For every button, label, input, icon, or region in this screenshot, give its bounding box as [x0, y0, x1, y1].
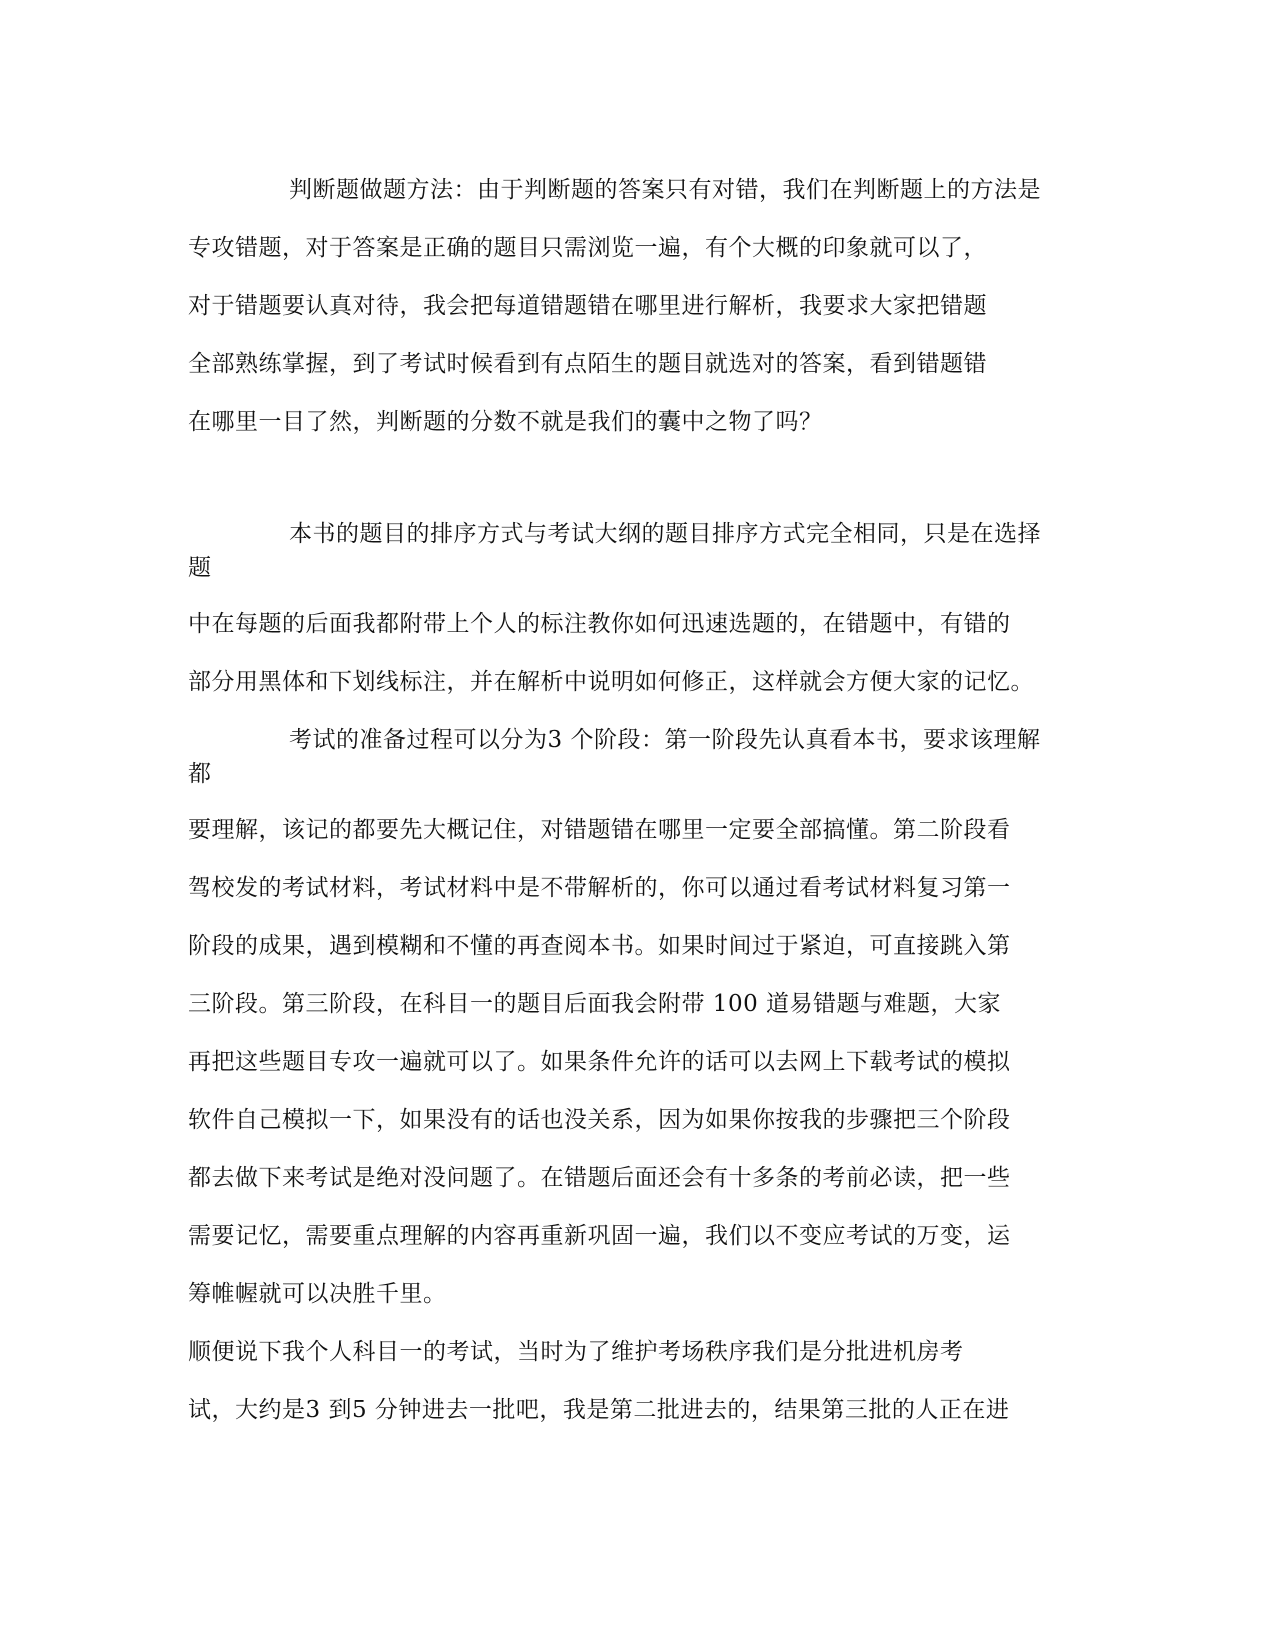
text-line: 试，大约是3 到5 分钟进去一批吧，我是第二批进去的，结果第三批的人正在进: [188, 1397, 1010, 1423]
text-line: 筹帷幄就可以决胜千里。: [188, 1281, 447, 1307]
text-line: 要理解，该记的都要先大概记住，对错题错在哪里一定要全部搞懂。第二阶段看: [188, 817, 1011, 843]
text-line: 需要记忆，需要重点理解的内容再重新巩固一遍，我们以不变应考试的万变，运: [188, 1223, 1011, 1249]
text-line: 对于错题要认真对待，我会把每道错题错在哪里进行解析，我要求大家把错题: [188, 293, 987, 319]
text-line: 本书的题目的排序方式与考试大纲的题目排序方式完全相同，只是在选择: [289, 521, 1041, 547]
text-line: 考试的准备过程可以分为3 个阶段：第一阶段先认真看本书，要求该理解: [289, 727, 1041, 753]
text-line: 再把这些题目专攻一遍就可以了。如果条件允许的话可以去网上下载考试的模拟: [188, 1049, 1011, 1075]
text-line: 驾校发的考试材料，考试材料中是不带解析的，你可以通过看考试材料复习第一: [188, 875, 1011, 901]
text-line: 专攻错题，对于答案是正确的题目只需浏览一遍，有个大概的印象就可以了，: [188, 235, 987, 261]
text-line: 在哪里一目了然，判断题的分数不就是我们的囊中之物了吗？: [188, 409, 823, 435]
text-line: 阶段的成果，遇到模糊和不懂的再查阅本书。如果时间过于紧迫，可直接跳入第: [188, 933, 1011, 959]
text-line: 判断题做题方法：由于判断题的答案只有对错，我们在判断题上的方法是: [289, 177, 1041, 203]
text-line: 顺便说下我个人科目一的考试，当时为了维护考场秩序我们是分批进机房考: [188, 1339, 964, 1365]
text-line: 题: [188, 555, 212, 581]
text-line: 都: [188, 761, 212, 787]
text-line: 软件自己模拟一下，如果没有的话也没关系，因为如果你按我的步骤把三个阶段: [188, 1107, 1011, 1133]
text-line: 中在每题的后面我都附带上个人的标注教你如何迅速选题的，在错题中，有错的: [188, 611, 1011, 637]
text-line: 三阶段。第三阶段，在科目一的题目后面我会附带 100 道易错题与难题，大家: [188, 991, 1002, 1017]
text-line: 都去做下来考试是绝对没问题了。在错题后面还会有十多条的考前必读，把一些: [188, 1165, 1011, 1191]
text-line: 全部熟练掌握，到了考试时候看到有点陌生的题目就选对的答案，看到错题错: [188, 351, 987, 377]
text-line: 部分用黑体和下划线标注，并在解析中说明如何修正，这样就会方便大家的记忆。: [188, 669, 1034, 695]
